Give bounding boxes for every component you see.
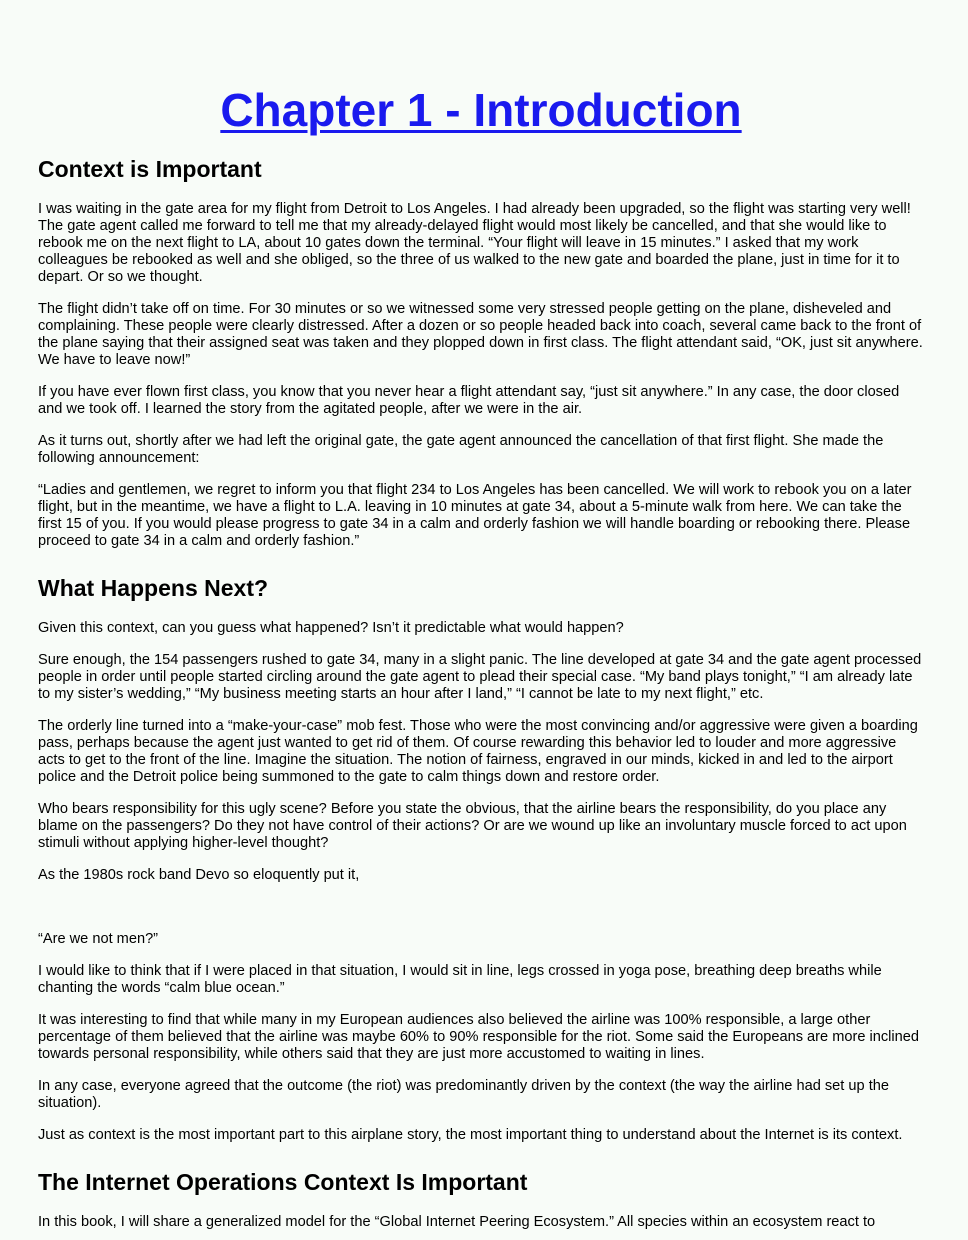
quote-line: “Are we not men?” — [38, 931, 159, 947]
paragraph: I was waiting in the gate area for my flight from Detroit to Los Angeles. I had already been upgraded, so the flight was starting very well! The gate agent called me forward to tell me that my already-delayed flight would most likely be cancelled, and that she would like to rebook me on the next flight to LA, about 10 gates down the terminal. “Your flight will leave in 15 minutes.” I asked that my work colleagues be rebooked as well and she obliged, so the three of us walked to the new gate and boarded the plane, just in time for it to depart. Or so we thought. — [38, 201, 911, 285]
paragraph: The flight didn’t take off on time. For 30 minutes or so we witnessed some very stressed people getting on the plane, disheveled and complaining. These people were clearly distressed. After a dozen or so people headed back into coach, several came back to the front of the plane saying that their assigned seat was taken and they plopped down in first class. The flight attendant said, “OK, just sit anywhere. We have to leave now!” — [38, 301, 923, 368]
chapter-title — [38, 0, 924, 136]
section-heading-context: Context is Important — [38, 156, 262, 182]
section-heading-what-happens-next: What Happens Next? — [38, 575, 269, 601]
paragraph: Sure enough, the 154 passengers rushed to gate 34, many in a slight panic. The line developed at gate 34 and the gate agent processed people in order until people started circling around the gate agent to plead their special case. “My band plays tonight,” “I am already late to my sister’s wedding,” “My business meeting starts an hour after I land,” “I cannot be late to my next flight,” etc. — [38, 652, 922, 702]
paragraph: As it turns out, shortly after we had left the original gate, the gate agent announced the cancellation of that first flight. She made the following announcement: — [38, 433, 884, 466]
paragraph: Given this context, can you guess what happened? Isn’t it predictable what would happen? — [38, 620, 624, 636]
paragraph: As the 1980s rock band Devo so eloquently put it, — [38, 867, 360, 883]
section-heading-internet-operations-context: The Internet Operations Context Is Important — [38, 1169, 528, 1195]
paragraph: It was interesting to find that while many in my European audiences also believed the airline was 100% responsible, a large other percentage of them believed that the airline was maybe 60% to 90% responsible for the riot. Some said the Europeans are more inclined towards personal responsibility, while others said that they are just more accustomed to waiting in lines. — [38, 1012, 919, 1062]
paragraph: In any case, everyone agreed that the outcome (the riot) was predominantly driven by the context (the way the airline had set up the situation). — [38, 1078, 889, 1111]
paragraph: The orderly line turned into a “make-your-case” mob fest. Those who were the most convincing and/or aggressive were given a boarding pass, perhaps because the agent just wanted to get rid of them. Of course rewarding this behavior led to louder and more aggressive acts to get to the front of the line. Imagine the situation. The notion of fairness, engraved in our minds, kicked in and led to the airport police and the Detroit police being summoned to the gate to calm things down and restore order. — [38, 718, 918, 785]
paragraph: In this book, I will share a generalized model for the “Global Internet Peering Ecosystem.” All species within an ecosystem react to — [38, 1214, 876, 1230]
document-page — [38, 0, 924, 1231]
paragraph: Just as context is the most important part to this airplane story, the most important thing to understand about the Internet is its context. — [38, 1127, 903, 1143]
chapter-title-link[interactable]: Chapter 1 - Introduction — [220, 84, 742, 136]
paragraph: “Ladies and gentlemen, we regret to inform you that flight 234 to Los Angeles has been cancelled. We will work to rebook you on a later flight, but in the meantime, we have a flight to L.A. leaving in 10 minutes at gate 34, about a 5-minute walk from here. We can take the first 15 of you. If you would please progress to gate 34 in a calm and orderly fashion we will handle boarding or rebooking there. Please proceed to gate 34 in a calm and orderly fashion.” — [38, 482, 912, 549]
paragraph: Who bears responsibility for this ugly scene? Before you state the obvious, that the airline bears the responsibility, do you place any blame on the passengers? Do they not have control of their actions? Or are we wound up like an involuntary muscle forced to act upon stimuli without applying higher-level thought? — [38, 801, 907, 851]
paragraph: If you have ever flown first class, you know that you never hear a flight attendant say, “just sit anywhere.” In any case, the door closed and we took off. I learned the story from the agitated people, after we were in the air. — [38, 384, 900, 417]
paragraph: I would like to think that if I were placed in that situation, I would sit in line, legs crossed in yoga pose, breathing deep breaths while chanting the words “calm blue ocean.” — [38, 963, 882, 996]
